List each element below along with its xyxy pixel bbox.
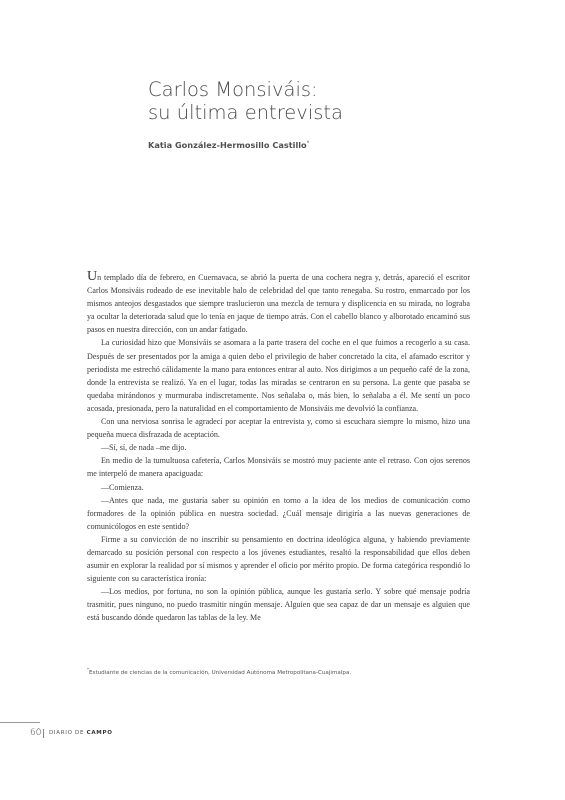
body-paragraph-8: Firme a su convicción de no inscribir su pensamiento en doctrina ideológica alguna, y habiendo previamente demarcado su posición personal con respecto a los jóvenes estudiantes, resaltó la responsabilidad que ellos deben asumir en explorar la realidad por sí mismos y aprender el oficio por mérito propio. De forma categórica respondió lo siguiente con su característica ironía: bbox=[87, 534, 470, 584]
body-paragraph-1-text: n templado día de febrero, en Cuernavaca, se abrió la puerta de una cochera negra y, detrás, apareció el escritor Carlos Monsiváis rodeado de ese inevitable halo de celebridad del que tanto renegaba. Su rostro, enmarcado por los mismos anteojos desgastados que siempre traslucieron una mezcla de ternura y displicencia en su mirada, no lograba ya ocultar la deteriorada salud que lo tenía en jaque de tiempo atrás. Con el cabello blanco y alborotado encaminó sus pasos en nuestra dirección, con un andar fatigado. bbox=[87, 273, 470, 335]
body-paragraph-3: Con una nerviosa sonrisa le agradecí por aceptar la entrevista y, como si escuchara siempre lo mismo, hizo una pequeña mueca disfrazada de aceptación. bbox=[87, 417, 470, 440]
article-title-line-1: Carlos Monsiváis: bbox=[148, 78, 318, 101]
article-body bbox=[87, 271, 470, 625]
body-paragraph-1 bbox=[87, 271, 470, 336]
body-paragraph-4: —Sí, sí, de nada –me dijo. bbox=[101, 443, 187, 453]
article-title bbox=[148, 78, 478, 124]
journal-name-prefix: DIARIO DE bbox=[49, 730, 85, 736]
body-paragraph-9: —Los medios, por fortuna, no son la opinión pública, aunque les gustaría serlo. Y sobre qué mensaje podría trasmitir, pues ninguno, no puedo trasmitir ningún mensaje. Alguien que sea capaz de dar un mensaje es alguien que está buscando dónde quedaron las tablas de la ley. Me bbox=[87, 587, 470, 623]
body-paragraph-2: La curiosidad hizo que Monsiváis se asomara a la parte trasera del coche en el que fuimos a recogerlo a su casa. Después de ser presentados por la amiga a quien debo el privilegio de haber concretado la cita, el afamado escritor y periodista me estrechó cálidamente la mano para entonces entrar al auto. Nos dirigimos a un pequeño café de la zona, donde la entrevista se realizó. Ya en el lugar, todas las miradas se centraron en su persona. La gente que pasaba se quedaba mirándonos y murmuraba indiscretamente. Nos señalaba o, más bien, lo señalaba a él. Me sentí un poco acosada, presionada, pero la naturalidad en el comportamiento de Monsiváis me devolvió la confianza. bbox=[87, 338, 470, 413]
journal-name bbox=[49, 730, 113, 736]
footnote bbox=[87, 667, 477, 676]
page-footer bbox=[0, 728, 120, 740]
body-paragraph-6: —Comienza. bbox=[101, 482, 144, 492]
page-number: 60 bbox=[30, 728, 42, 738]
article-author bbox=[148, 140, 309, 150]
footer-divider bbox=[43, 729, 44, 738]
footer-rule bbox=[0, 722, 40, 723]
drop-cap: U bbox=[87, 269, 98, 284]
footnote-text: Estudiante de ciencias de la comunicación, Universidad Autónoma Metropolitana-Cuajimalpa. bbox=[89, 669, 352, 676]
footnote-marker: * bbox=[87, 667, 89, 672]
article-title-line-2: su última entrevista bbox=[148, 101, 343, 124]
journal-name-bold: CAMPO bbox=[86, 730, 113, 736]
author-name: Katia González-Hermosillo Castillo bbox=[148, 140, 307, 150]
body-paragraph-5: En medio de la tumultuosa cafetería, Carlos Monsiváis se mostró muy paciente ante el retraso. Con ojos serenos me interpeló de manera apaciguada: bbox=[87, 456, 470, 479]
author-footnote-marker: * bbox=[306, 140, 310, 147]
body-paragraph-7: —Antes que nada, me gustaría saber su opinión en torno a la idea de los medios de comunicación como formadores de la opinión pública en nuestra sociedad. ¿Cuál mensaje dirigiría a las nuevas generaciones de comunicólogos en este sentido? bbox=[87, 495, 470, 531]
